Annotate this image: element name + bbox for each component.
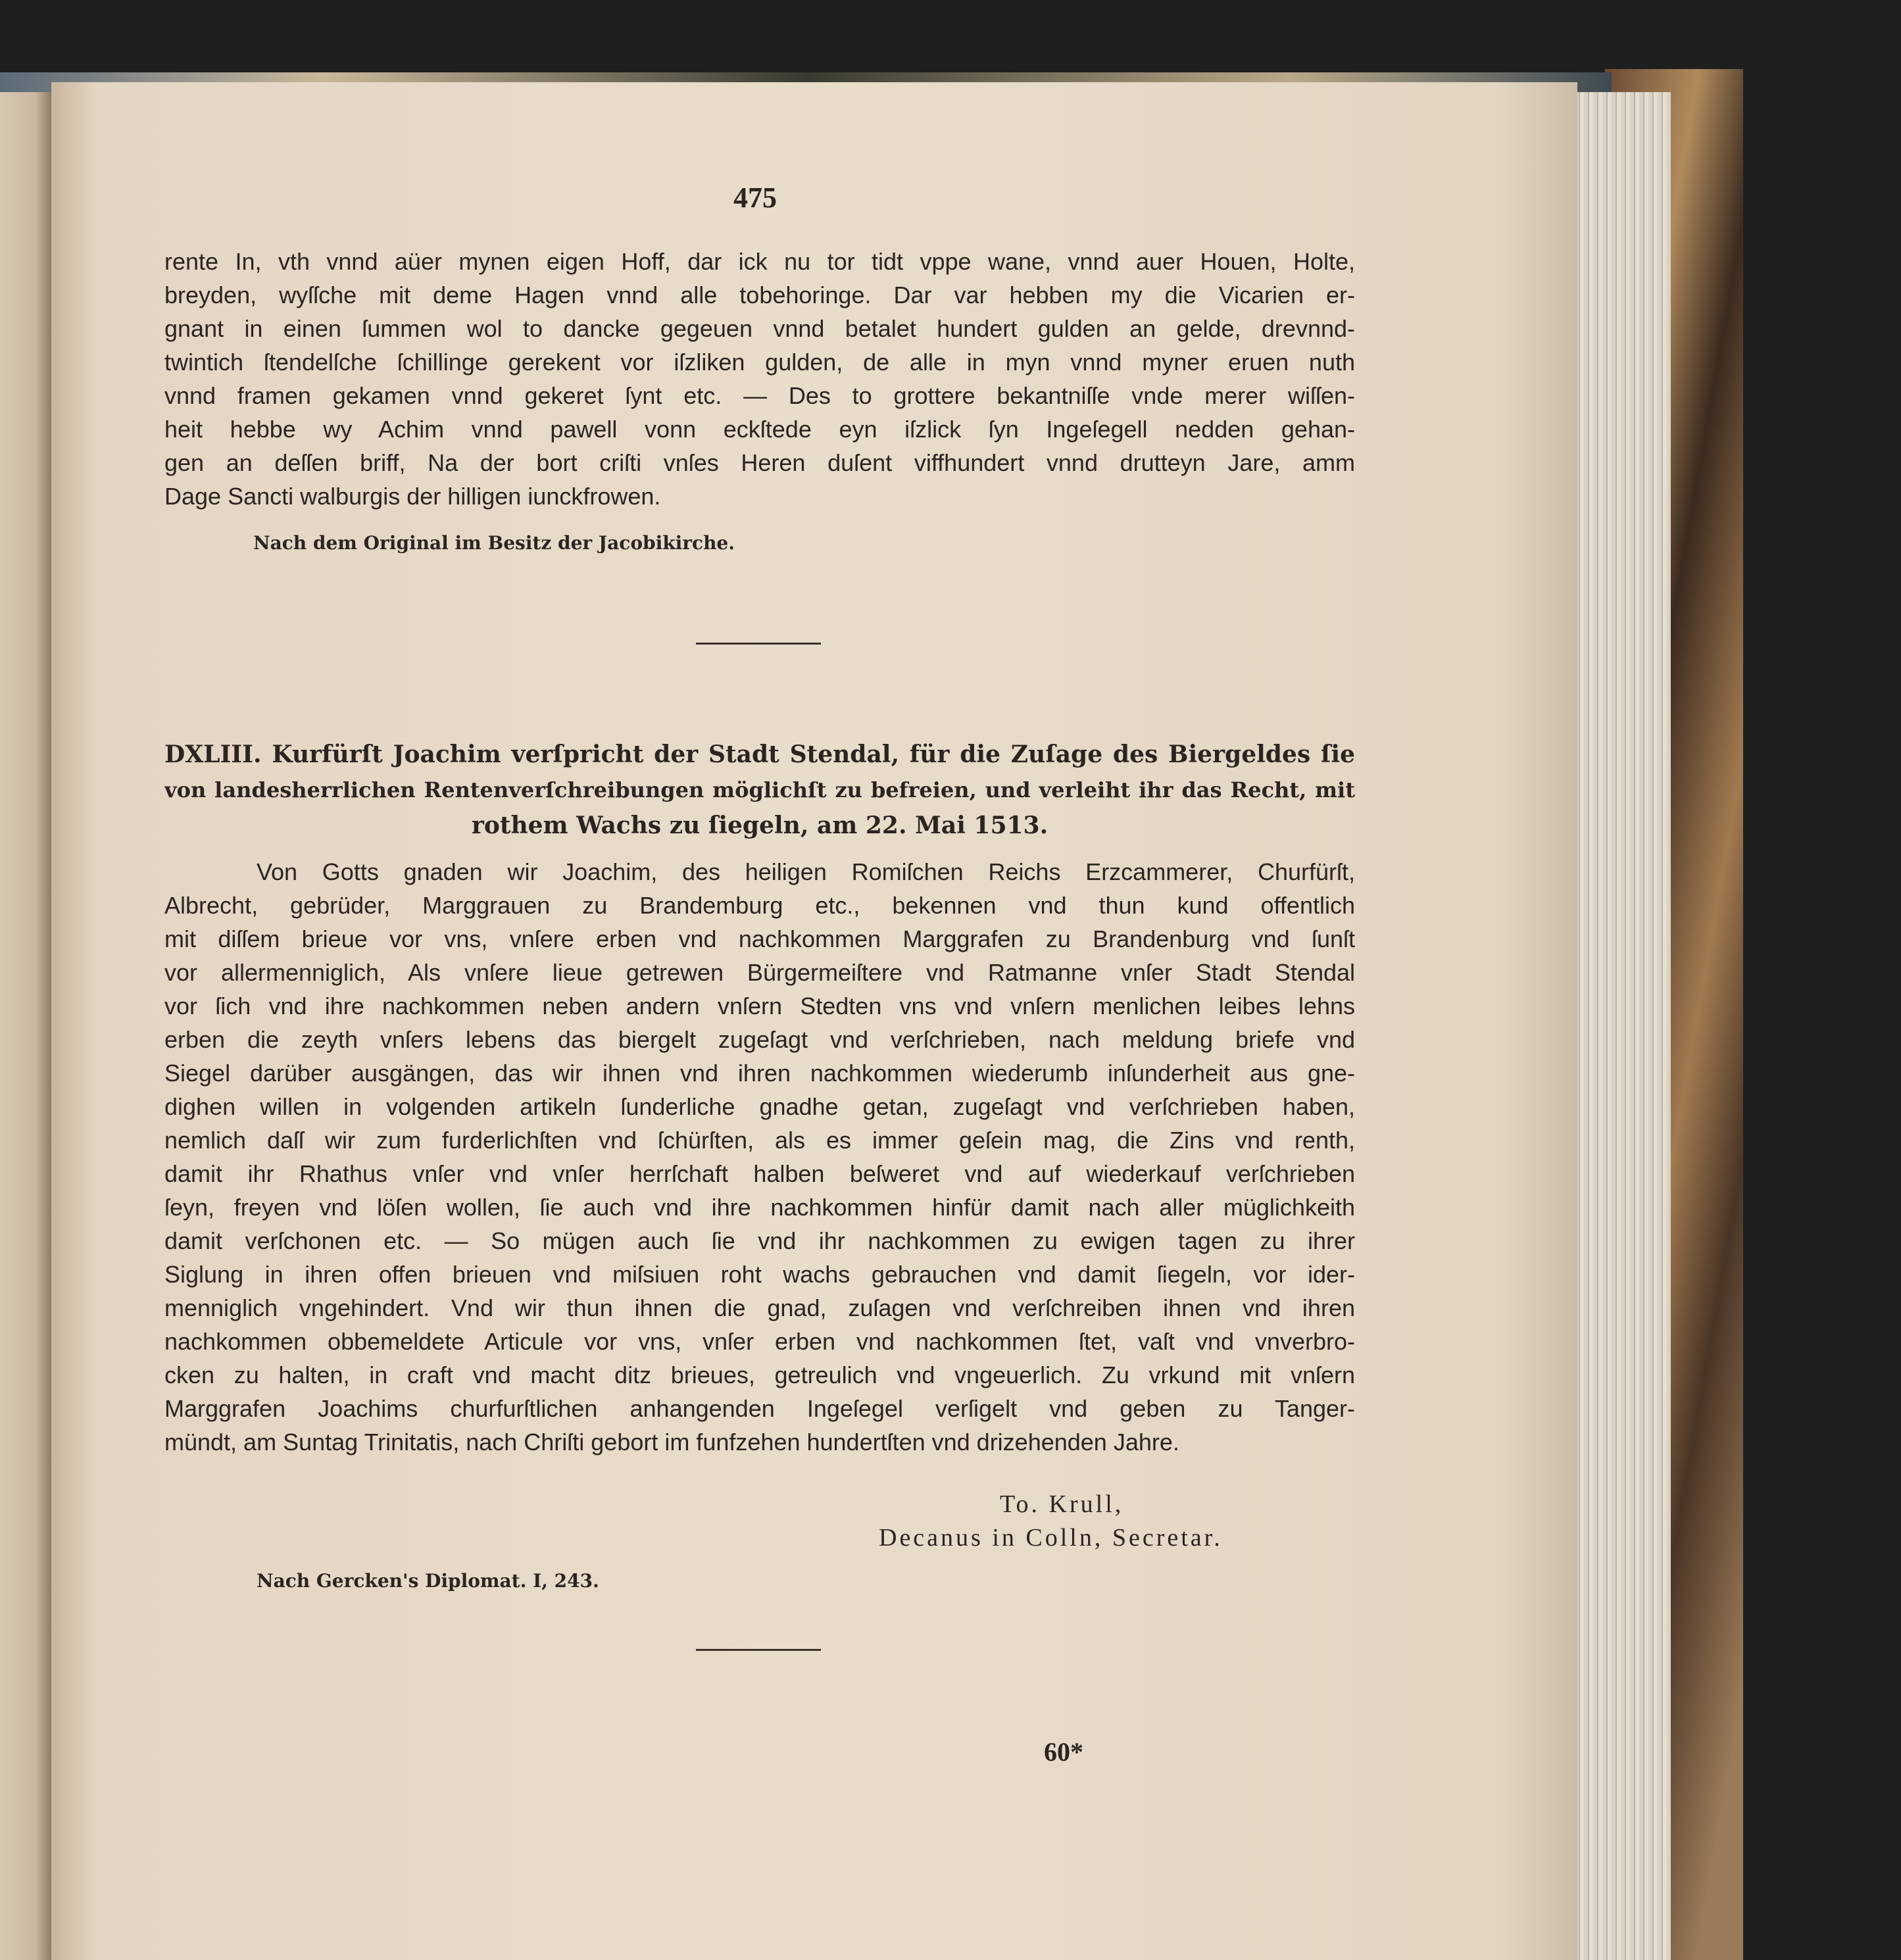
source-note-2: Nach Gercken's Diplomat. I, 243. [257, 1570, 599, 1592]
signature-name: To. Krull, [1000, 1490, 1124, 1518]
text-line: Siglung in ihren offen brieuen vnd miſsiuen roht wachs gebrauchen vnd damit ſiegeln, vor ider- [164, 1261, 1355, 1288]
facing-page-edge [0, 72, 51, 1960]
text-line: von landesherrlichen Rentenverſchreibungen möglichſt zu befreien, und verleiht ihr das Recht, mit [164, 777, 1355, 802]
text-line: Marggrafen Joachims churfurſtlichen anhangenden Ingeſegel verſigelt vnd geben zu Tanger- [164, 1395, 1355, 1422]
page-edges [1566, 92, 1671, 1960]
text-line: Von Gotts gnaden wir Joachim, des heiligen Romiſchen Reichs Erzcammerer, Churfürſt, [257, 858, 1355, 885]
text-line: twintich ſtendelſche ſchillinge gerekent vor iſzliken gulden, de alle in myn vnnd myner eruen nuth [164, 349, 1355, 376]
text-line: ſeyn, freyen vnd löſen wollen, ſie auch vnd ihre nachkommen hinfür damit nach aller müglichkeith [164, 1194, 1355, 1221]
text-line: heit hebbe wy Achim vnnd pawell vonn eckſtede eyn iſzlick ſyn Ingeſegell nedden gehan- [164, 416, 1355, 443]
text-line: vor ſich vnd ihre nachkommen neben andern vnſern Stedten vns vnd vnſern menlichen leibes lehns [164, 992, 1355, 1019]
text-line: menniglich vngehindert. Vnd wir thun ihnen die gnad, zuſagen vnd verſchreiben ihnen vnd ihren [164, 1294, 1355, 1321]
text-line: gnant in einen ſummen wol to dancke gegeuen vnnd betalet hundert gulden an gelde, drevnnd- [164, 315, 1355, 342]
divider-rule [696, 643, 821, 645]
signature-title: Decanus in Colln, Secretar. [879, 1524, 1223, 1552]
document-heading [164, 737, 1355, 843]
text-line: gen an deſſen briff, Na der bort criſti vnſes Heren duſent viffhundert vnnd drutteyn Jare, amm [164, 449, 1355, 476]
paragraph-charter-continuation [164, 245, 1355, 513]
page-number: 475 [733, 182, 777, 214]
text-line: damit ihr Rhathus vnſer vnd vnſer herrſchaft halben beſweret vnd auf wiederkauf verſchrieben [164, 1160, 1355, 1187]
text-line: dighen willen in volgenden artikeln ſunderliche gnadhe getan, zugeſagt vnd verſchrieben haben, [164, 1093, 1355, 1120]
text-line: vnnd framen gekamen vnnd gekeret ſynt etc. — Des to grottere bekantniſſe vnde merer wiſſen- [164, 382, 1355, 409]
text-line: damit verſchonen etc. — So mügen auch ſie vnd ihr nachkommen zu ewigen tagen zu ihrer [164, 1227, 1355, 1254]
text-line: Albrecht, gebrüder, Marggrauen zu Brandemburg etc., bekennen vnd thun kund offentlich [164, 892, 1355, 919]
text-line: breyden, wyſſche mit deme Hagen vnnd alle tobehoringe. Dar var hebben my die Vicarien er- [164, 282, 1355, 308]
divider-rule-2 [696, 1649, 821, 1651]
text-line: rente In, vth vnnd aüer mynen eigen Hoff, dar ick nu tor tidt vppe wane, vnnd auer Houen, Holte, [164, 248, 1355, 275]
text-line: rothem Wachs zu ſiegeln, am 22. Mai 1513. [471, 812, 1049, 839]
signature-mark: 60* [1044, 1737, 1083, 1767]
text-line: mündt, am Suntag Trinitatis, nach Chriſti gebort im funfzehen hundertſten vnd drizehenden Jahre. [164, 1429, 1179, 1456]
text-line: DXLIII. Kurfürſt Joachim verſpricht der Stadt Stendal, für die Zuſage des Biergeldes ſie [164, 741, 1355, 768]
text-line: nachkommen obbemeldete Articule vor vns, vnſer erben vnd nachkommen ſtet, vaſt vnd vnverbro- [164, 1328, 1355, 1355]
text-line: vor allermenniglich, Als vnſere lieue getrewen Bürgermeiſtere vnd Ratmanne vnſer Stadt Stendal [164, 959, 1355, 986]
text-line: erben die zeyth vnſers lebens das biergelt zugeſagt vnd verſchrieben, nach meldung briefe vnd [164, 1026, 1355, 1053]
source-note-1: Nach dem Original im Besitz der Jacobikirche. [253, 532, 735, 554]
text-line: nemlich daſſ wir zum furderlichſten vnd ſchürſten, als es immer geſein mag, die Zins vnd renth, [164, 1127, 1355, 1154]
text-line: cken zu halten, in craft vnd macht ditz brieues, getreulich vnd vngeuerlich. Zu vrkund mit vnſern [164, 1361, 1355, 1388]
text-line: Siegel darüber ausgängen, das wir ihnen vnd ihren nachkommen wiederumb inſunderheit aus gne- [164, 1060, 1355, 1087]
text-line: Dage Sancti walburgis der hilligen iunckfrowen. [164, 483, 661, 510]
text-line: mit diſſem brieue vor vns, vnſere erben vnd nachkommen Marggrafen zu Brandenburg vnd ſunſt [164, 925, 1355, 952]
paragraph-charter-text [164, 855, 1355, 1459]
